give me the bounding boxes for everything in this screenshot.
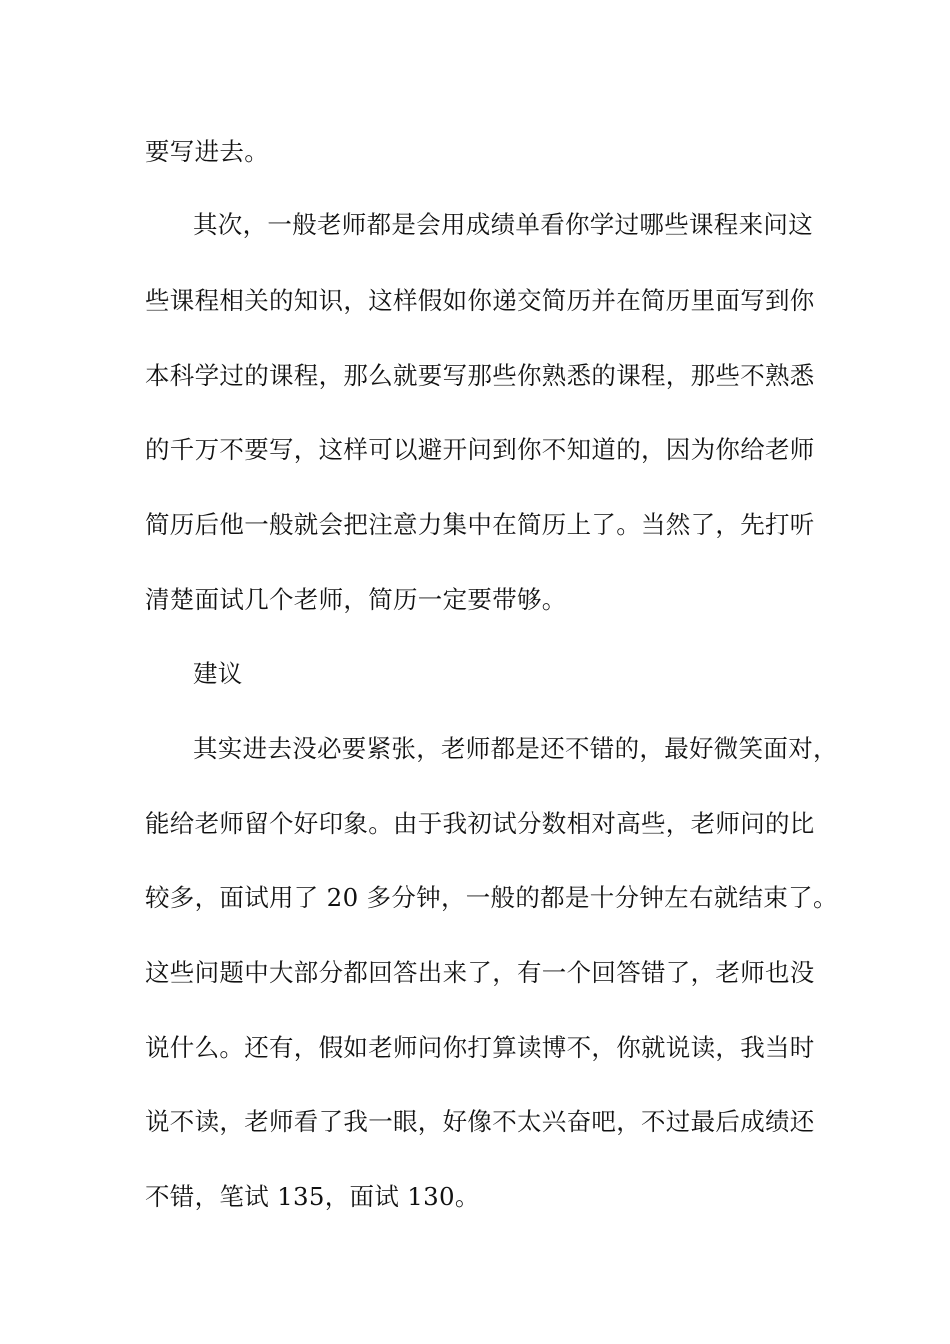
paragraph-line: 其实进去没必要紧张，老师都是还不错的，最好微笑面对， bbox=[193, 734, 838, 763]
paragraph-line: 说什么。还有，假如老师问你打算读博不，你就说读，我当时 bbox=[145, 1033, 815, 1062]
paragraph-line: 要写进去。 bbox=[145, 137, 269, 166]
paragraph-line: 较多，面试用了 20 多分钟，一般的都是十分钟左右就结束了。 bbox=[145, 883, 838, 912]
paragraph-line: 其次，一般老师都是会用成绩单看你学过哪些课程来问这 bbox=[193, 210, 813, 239]
section-heading: 建议 bbox=[193, 659, 243, 688]
paragraph-line: 能给老师留个好印象。由于我初试分数相对高些，老师问的比 bbox=[145, 809, 815, 838]
paragraph-line: 说不读，老师看了我一眼，好像不太兴奋吧，不过最后成绩还 bbox=[145, 1107, 815, 1136]
paragraph-line: 简历后他一般就会把注意力集中在简历上了。当然了，先打听 bbox=[145, 510, 815, 539]
paragraph-line: 不错，笔试 135，面试 130。 bbox=[145, 1182, 480, 1211]
paragraph-line: 的千万不要写，这样可以避开问到你不知道的，因为你给老师 bbox=[145, 435, 815, 464]
paragraph-line: 本科学过的课程，那么就要写那些你熟悉的课程，那些不熟悉 bbox=[145, 361, 815, 390]
paragraph-line: 些课程相关的知识，这样假如你递交简历并在简历里面写到你 bbox=[145, 286, 815, 315]
paragraph-line: 这些问题中大部分都回答出来了，有一个回答错了，老师也没 bbox=[145, 958, 815, 987]
paragraph-line: 清楚面试几个老师，简历一定要带够。 bbox=[145, 585, 567, 614]
